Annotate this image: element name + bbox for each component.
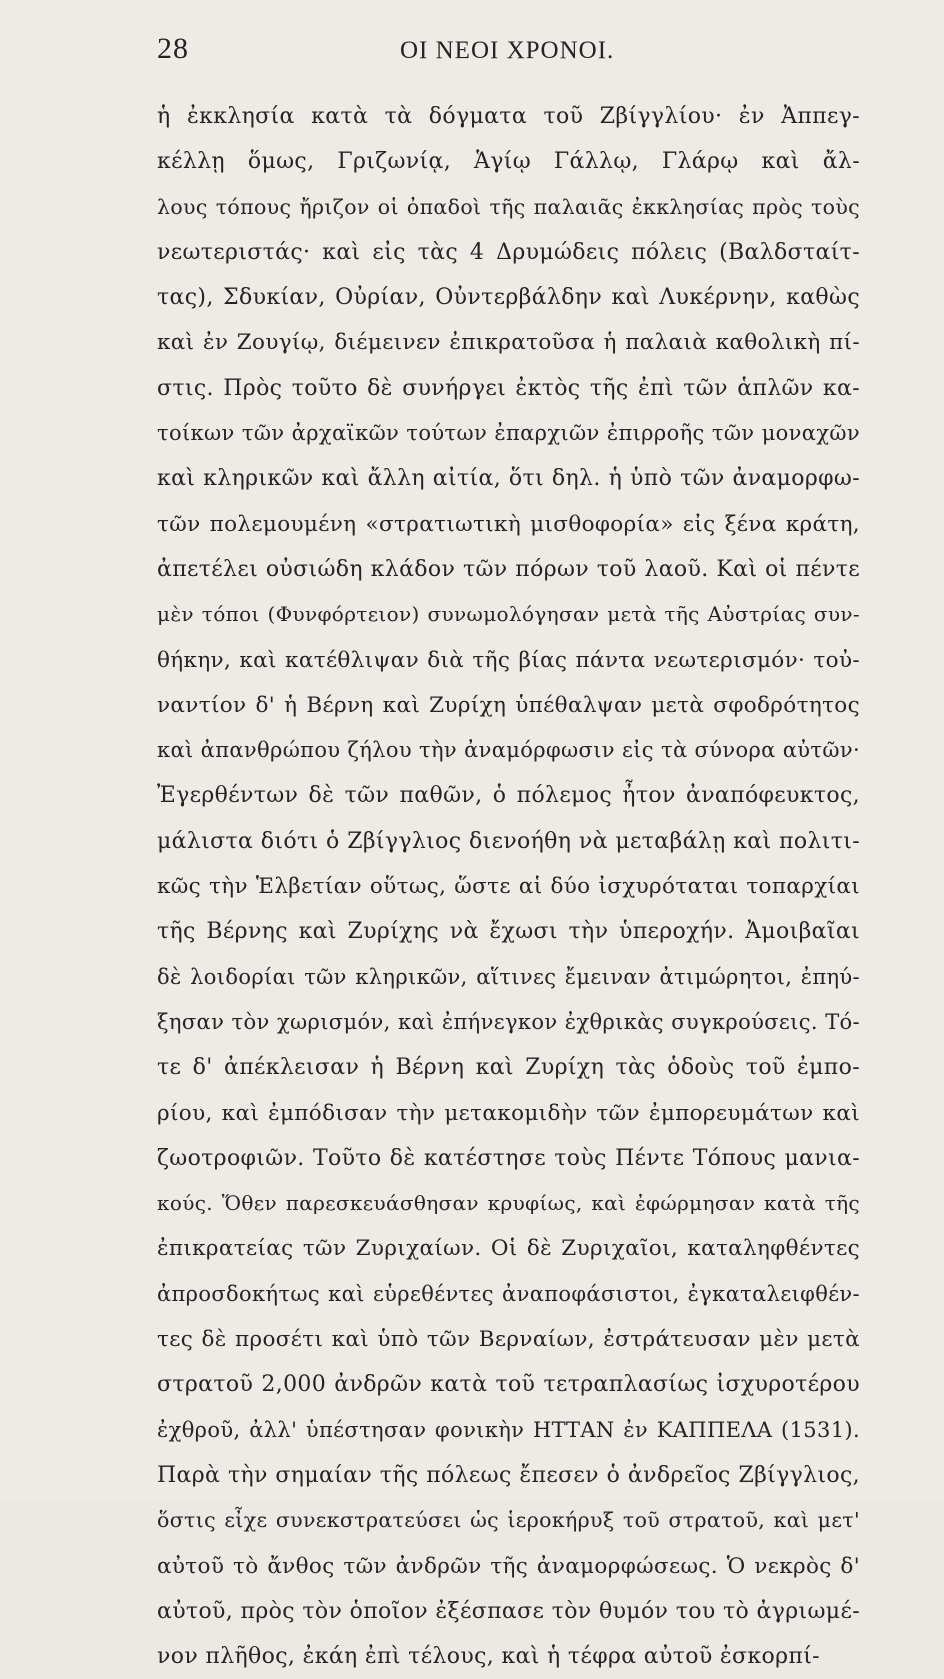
- text-line: μὲν τόποι (Φυνφόρτειον) συνωμολόγησαν μετὰ τῆς Αὐστρίας συν-: [157, 602, 860, 627]
- body-text: [157, 94, 860, 1679]
- text-line: στις. Πρὸς τοῦτο δὲ συνήργει ἐκτὸς τῆς ἐπὶ τῶν ἁπλῶν κα-: [157, 375, 860, 401]
- text-line: λους τόπους ἤριζον οἱ ὀπαδοὶ τῆς παλαιᾶς ἐκκλησίας πρὸς τοὺς: [157, 194, 860, 219]
- running-head: [0, 30, 944, 70]
- text-line: δὲ λοιδορίαι τῶν κληρικῶν, αἵτινες ἔμειναν ἀτιμώρητοι, ἐπηύ-: [157, 964, 860, 989]
- text-line: νον πλῆθος, ἐκάη ἐπὶ τέλους, καὶ ἡ τέφρα αὐτοῦ ἐσκορπί-: [157, 1644, 820, 1670]
- text-line: ἐχθροῦ, ἀλλ' ὑπέστησαν φονικὴν ΗΤΤΑΝ ἐν ΚΑΠΠΕΛΑ (1531).: [157, 1417, 860, 1442]
- text-line: τῆς Βέρνης καὶ Ζυρίχης νὰ ἔχωσι τὴν ὑπεροχήν. Ἀμοιβαῖαι: [157, 919, 860, 945]
- text-line: κῶς τὴν Ἑλβετίαν οὕτως, ὥστε αἱ δύο ἰσχυρόταται τοπαρχίαι: [157, 874, 860, 900]
- text-line: στρατοῦ 2,000 ἀνδρῶν κατὰ τοῦ τετραπλασίως ἰσχυροτέρου: [157, 1372, 860, 1398]
- text-line: τας), Σδυκίαν, Οὐρίαν, Οὐντερβάλδην καὶ Λυκέρνην, καθὼς: [157, 285, 860, 311]
- text-line: τῶν πολεμουμένη «στρατιωτικὴ μισθοφορία» εἰς ξένα κράτη,: [157, 511, 860, 537]
- text-line: νεωτεριστάς· καὶ εἰς τὰς 4 Δρυμώδεις πόλεις (Βαλδσταίτ-: [157, 239, 860, 265]
- text-line: κούς. Ὅθεν παρεσκευάσθησαν κρυφίως, καὶ ἐφώρμησαν κατὰ τῆς: [157, 1191, 860, 1216]
- text-line: Ἐγερθέντων δὲ τῶν παθῶν, ὁ πόλεμος ἦτον ἀναπόφευκτος,: [157, 783, 860, 809]
- text-line: ὅστις εἶχε συνεκστρατεύσει ὡς ἱεροκήρυξ τοῦ στρατοῦ, καὶ μετ': [157, 1508, 860, 1533]
- text-line: καὶ ἀπανθρώπου ζήλου τὴν ἀναμόρφωσιν εἰς τὰ σύνορα αὐτῶν·: [157, 738, 860, 763]
- text-line: τες δὲ προσέτι καὶ ὑπὸ τῶν Βερναίων, ἐστράτευσαν μὲν μετὰ: [157, 1327, 860, 1353]
- text-line: κέλλῃ ὅμως, Γριζωνίᾳ, Ἁγίῳ Γάλλῳ, Γλάρῳ καὶ ἄλ-: [157, 149, 860, 175]
- text-line: καὶ κληρικῶν καὶ ἄλλη αἰτία, ὅτι δηλ. ἡ ὑπὸ τῶν ἀναμορφω-: [157, 466, 860, 492]
- text-line: αὐτοῦ τὸ ἄνθος τῶν ἀνδρῶν τῆς ἀναμορφώσεως. Ὁ νεκρὸς δ': [157, 1553, 860, 1579]
- running-title: ΟΙ ΝΕΟΙ ΧΡΟΝΟΙ.: [400, 37, 615, 64]
- text-line: μάλιστα διότι ὁ Ζβίγγλιος διενοήθη νὰ μεταβάλῃ καὶ πολιτι-: [157, 828, 860, 854]
- page-number: 28: [157, 32, 189, 65]
- text-line: ἀπροσδοκήτως καὶ εὑρεθέντες ἀναποφάσιστοι, ἐγκαταλειφθέν-: [157, 1281, 860, 1306]
- text-line: ρίου, καὶ ἐμπόδισαν τὴν μετακομιδὴν τῶν ἐμπορευμάτων καὶ: [157, 1100, 860, 1126]
- text-line: ναντίον δ' ἡ Βέρνη καὶ Ζυρίχη ὑπέθαλψαν μετὰ σφοδρότητος: [157, 692, 860, 718]
- text-line: τε δ' ἀπέκλεισαν ἡ Βέρνη καὶ Ζυρίχη τὰς ὁδοὺς τοῦ ἐμπο-: [157, 1055, 860, 1081]
- text-line: ζωοτροφιῶν. Τοῦτο δὲ κατέστησε τοὺς Πέντε Τόπους μανια-: [157, 1145, 860, 1171]
- text-line: αὐτοῦ, πρὸς τὸν ὁποῖον ἐξέσπασε τὸν θυμόν του τὸ ἀγριωμέ-: [157, 1598, 860, 1624]
- text-line: ἀπετέλει οὐσιώδη κλάδον τῶν πόρων τοῦ λαοῦ. Καὶ οἱ πέντε: [157, 556, 860, 582]
- text-line: ἡ ἐκκλησία κατὰ τὰ δόγματα τοῦ Ζβίγγλίου· ἐν Ἀππεγ-: [157, 104, 860, 129]
- text-line: Παρὰ τὴν σημαίαν τῆς πόλεως ἔπεσεν ὁ ἀνδρεῖος Ζβίγγλιος,: [157, 1462, 860, 1488]
- text-line: ξησαν τὸν χωρισμόν, καὶ ἐπήνεγκον ἐχθρικὰς συγκρούσεις. Τό-: [157, 1009, 860, 1034]
- text-line: ἐπικρατείας τῶν Ζυριχαίων. Οἱ δὲ Ζυριχαῖοι, καταληφθέντες: [157, 1236, 860, 1262]
- text-line: καὶ ἐν Ζουγίῳ, διέμεινεν ἐπικρατοῦσα ἡ παλαιὰ καθολικὴ πί-: [157, 330, 860, 356]
- text-line: τοίκων τῶν ἀρχαϊκῶν τούτων ἐπαρχιῶν ἐπιρροῆς τῶν μοναχῶν: [157, 421, 860, 446]
- text-line: θήκην, καὶ κατέθλιψαν διὰ τῆς βίας πάντα νεωτερισμόν· τοὐ-: [157, 647, 860, 673]
